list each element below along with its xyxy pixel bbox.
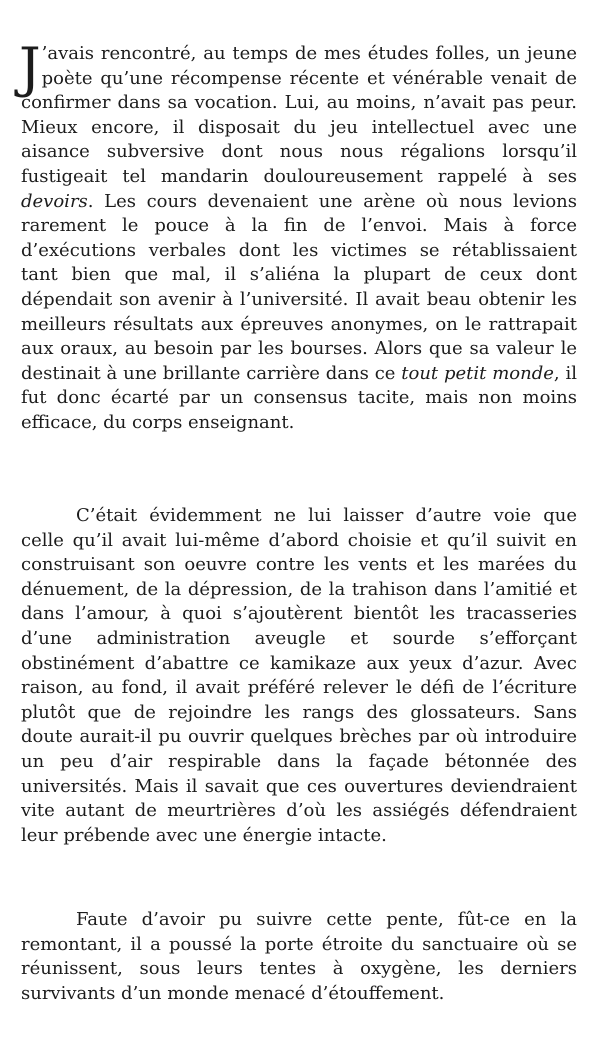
drop-cap: J <box>19 36 41 99</box>
paragraph-3: Faute d’avoir pu suivre cette pente, fût-ce en la remontant, il a poussé la porte étroite du sanctuaire où se réunissent, sous leurs tentes à oxygène, les derniers survivants d’un monde menacé d’étouffement. <box>21 909 577 1004</box>
paragraph-2: C’était évidemment ne lui laisser d’autre voie que celle qu’il avait lui-même d’abord choisie et qu’il suivit en construisant son oeuvre contre les vents et les marées du dénuement, de la dépression, de la trahison dans l’amitié et dans l’amour, à quoi s’ajoutèrent bientôt les tracasseries d’une administration aveugle et sourde s’efforçant obstinément d’abattre ce kamikaze aux yeux d’azur. Avec raison, au fond, il avait préféré relever le défi de l’écriture plutôt que de rejoindre les rangs des glossateurs. Sans doute aurait-il pu ouvrir quelques brèches par où introduire un peu d’air respirable dans la façade bétonnée des universités. Mais il savait que ces ouvertures deviendraient vite autant de meurtrières d’où les assiégés défendraient leur prébende avec une énergie intacte. <box>21 505 577 846</box>
emphasis-devoirs: devoirs <box>21 190 88 212</box>
paragraph-1-text-b: . Les cours devenaient une arène où nous levions rarement le pouce à la fin de l’envoi. Mais à force d’exécutions verbales dont les victimes se rétablissaient tant bien que mal, il s’aliéna la plupart de ceux dont dépendait son avenir à l’université. Il avait beau obtenir les meilleurs résultats aux épreuves anonymes, on le rattrapait aux oraux, au besoin par les bourses. Alors que sa valeur le destinait à une brillante carrière dans ce <box>21 190 577 384</box>
paragraph-1-text-a: ’avais rencontré, au temps de mes études folles, un jeune poète qu’une récompense récente et vénérable venait de confirmer dans sa vocation. Lui, au moins, n’avait pas peur. Mieux encore, il disposait du jeu intellectuel avec une aisance subversive dont nous nous régalions lorsqu’il fustigeait tel mandarin douloureusement rappelé à ses <box>21 43 577 187</box>
emphasis-tout-petit-monde: tout petit monde <box>401 362 554 384</box>
paragraph-1 <box>19 36 577 436</box>
paragraph-1-text-c: , il fut donc écarté par un consensus tacite, mais non moins efficace, du corps enseignant. <box>21 362 577 433</box>
